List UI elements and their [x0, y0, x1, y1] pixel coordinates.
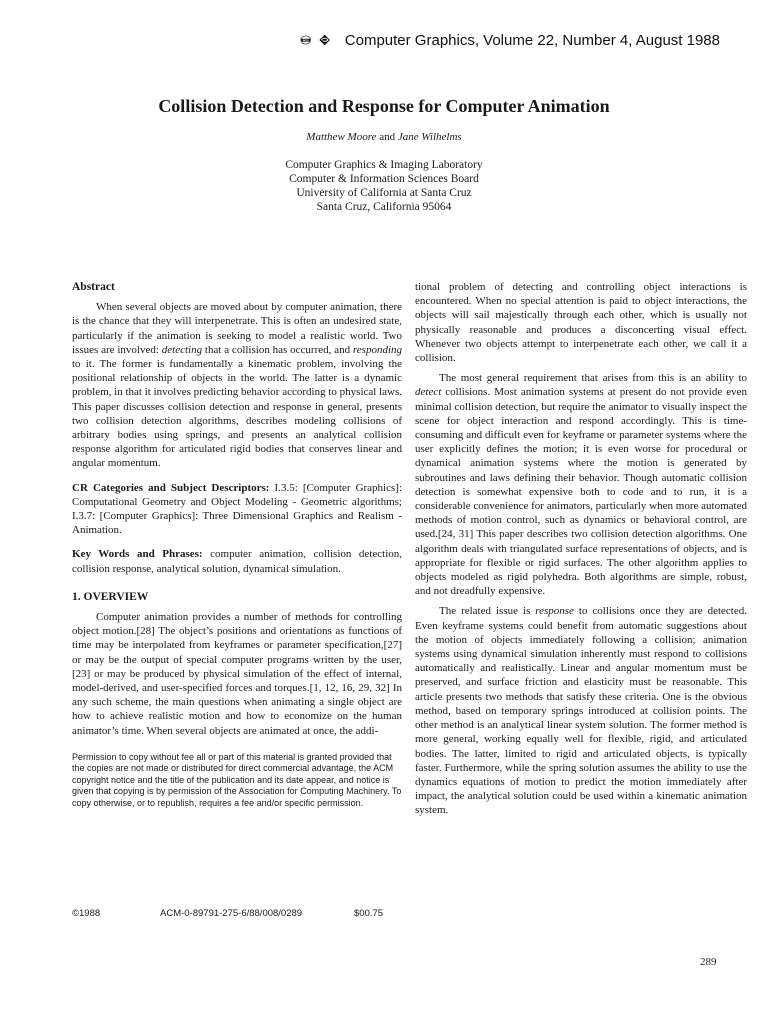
body-text: The most general requirement that arises from this is an ability to [439, 372, 747, 385]
affiliation-line: University of California at Santa Cruz [296, 187, 472, 199]
paper-title: Collision Detection and Response for Computer Animation [158, 96, 610, 116]
page-header [300, 24, 720, 56]
right-column [415, 280, 747, 818]
journal-citation: Computer Graphics, Volume 22, Number 4, August 1988 [344, 31, 720, 49]
left-column [72, 280, 402, 809]
cr-text: I.3.5: [Computer Graphics]: Computational Geometry and Object Modeling - Geometric algorithms; I.3.7: [Computer Graphics]: Three Dimensional Graphics and Realism - Animation. [72, 481, 402, 537]
siggraph-logo-icon [319, 26, 330, 54]
abstract-paragraph [72, 300, 402, 470]
abstract-text: When several objects are moved about by computer animation, there is the chance that they will interpenetrate. This is often an undesired state, particularly if the animation is seeking to model a realistic world. Two issues are involved: [72, 301, 402, 356]
body-emphasis-detect: detect [415, 386, 442, 399]
cr-label: CR Categories and Subject Descriptors: [72, 481, 270, 494]
abstract-emphasis-responding: responding [352, 343, 402, 356]
price: $00.75 [354, 908, 384, 919]
acm-logo-icon [300, 28, 311, 52]
body-text: collisions. Most animation systems at present do not provide even minimal collision detection, but require the animator to visually inspect the scene for object interaction and respond accordingly. This is time-consuming and difficult even for keyframe or parameter systems where the user explicitly defines the motion; it is even worse for procedural or dynamical animation systems where the motion is generated by subroutines and laws defining their behavior. Though automatic collision detection is somewhat expensive both to code and to run, it is a considerable convenience for animators, particularly when more automated methods of motion control, such as dynamics or behavioral control, are used.[24, 31] This paper describes two collision detection algorithms. One algorithm deals with triangulated surface representations of objects, and is appropriate for flexible or rigid surfaces. The other algorithm applies to objects modeled as rigid polyhedra. Both algorithms are simple, robust, and not dreadfully expensive. [415, 386, 747, 598]
abstract-text: to it. The former is fundamentally a kinematic problem, involving the positional relationship of objects in the world. The latter is a dynamic problem, in that it involves predicting behavior according to physical laws. This paper discusses collision detection and response in general, presents two collision detection algorithms, describes modeling collisions of arbitrary bodies using springs, and presents an analytical collision response algorithm for articulated rigid bodies that conserves linear and angular momentum. [72, 358, 402, 470]
abstract-emphasis-detecting: detecting [161, 343, 203, 356]
keywords-label: Key Words and Phrases: [72, 548, 203, 561]
keywords [72, 547, 402, 575]
overview-heading: 1. OVERVIEW [72, 590, 149, 603]
overview-paragraph: Computer animation provides a number of methods for controlling object motion.[28] The object’s positions and orientations as functions of time may be interpolated from keyframes or parameter specification,[27] or may be the output of special computer programs written by the user,[23] or may be produced by physical simulation of the effect of internal, model-derived, and user-specified forces and torques.[1, 12, 16, 29, 32] In any such scheme, the main questions when animating a single object are how to achieve realistic motion and how to economize on the human animator’s time. When several objects are animated at once, the addi- [72, 611, 402, 737]
abstract-text: that a collision has occurred, and [202, 343, 353, 356]
authors [0, 131, 768, 143]
author-moore: Matthew Moore [306, 131, 377, 143]
body-paragraph [415, 371, 747, 598]
affiliation-line: Computer & Information Sciences Board [289, 173, 479, 185]
abstract-heading: Abstract [72, 281, 115, 293]
affiliation-line: Santa Cruz, California 95064 [316, 201, 452, 213]
author-separator: and [379, 131, 396, 143]
cr-categories [72, 481, 402, 538]
permission-notice: Permission to copy without fee all or part of this material is granted provided that the copies are not made or distributed for direct commercial advantage, the ACM copyright notice and the title of the publication and its date appear, and notice is given that copying is by permission of the Association for Computing Machinery. To copy otherwise, or to republish, requires a fee and/or specific permission. [72, 751, 402, 808]
copyright-year: ©1988 [72, 908, 101, 919]
page-footer [72, 908, 382, 922]
page-number: 289 [700, 956, 717, 968]
affiliation-line: Computer Graphics & Imaging Laboratory [285, 159, 483, 171]
body-text: to collisions once they are detected. Even keyframe systems could benefit from automatic suggestions about the motion of objects immediately following a collision; animation systems using dynamical simulation inherently must respond to collisions automatically and realistically. Linear and angular momentum must be preserved, and surface friction and elasticity must be reasonable. This article presents two methods that satisfy these criteria. One is the obvious method, based on temporary springs introduced at collision points. The other method is an analytical linear system solution. The former method is more general, working equally well for flexible, rigid, and articulated bodies. The latter, limited to rigid and articulated objects, is typically faster. Furthermore, while the spring solution assumes the ability to use the dynamics equations of motion to predict the motion immediately after impact, the analytical solution could be used within a kinematic animation system. [415, 605, 747, 817]
body-paragraph: tional problem of detecting and controlling object interactions is encountered. When no special attention is paid to object interactions, the objects will sail majestically through each other, which is usually not physically reasonable and produces a disconcerting visual effect. Whenever two objects attempt to interpenetrate each other, we call it a collision. [415, 281, 747, 365]
acm-logo-text: acm [302, 38, 309, 43]
acm-code: ACM-0-89791-275-6/88/008/0289 [160, 908, 303, 919]
affiliation-block [0, 158, 768, 214]
body-paragraph [415, 604, 747, 817]
body-text: The related issue is [439, 605, 536, 618]
body-emphasis-response: response [535, 605, 574, 618]
author-wilhelms: Jane Wilhelms [397, 131, 462, 143]
keywords-text: computer animation, collision detection, collision response, analytical solution, dynamical simulation. [72, 548, 403, 575]
